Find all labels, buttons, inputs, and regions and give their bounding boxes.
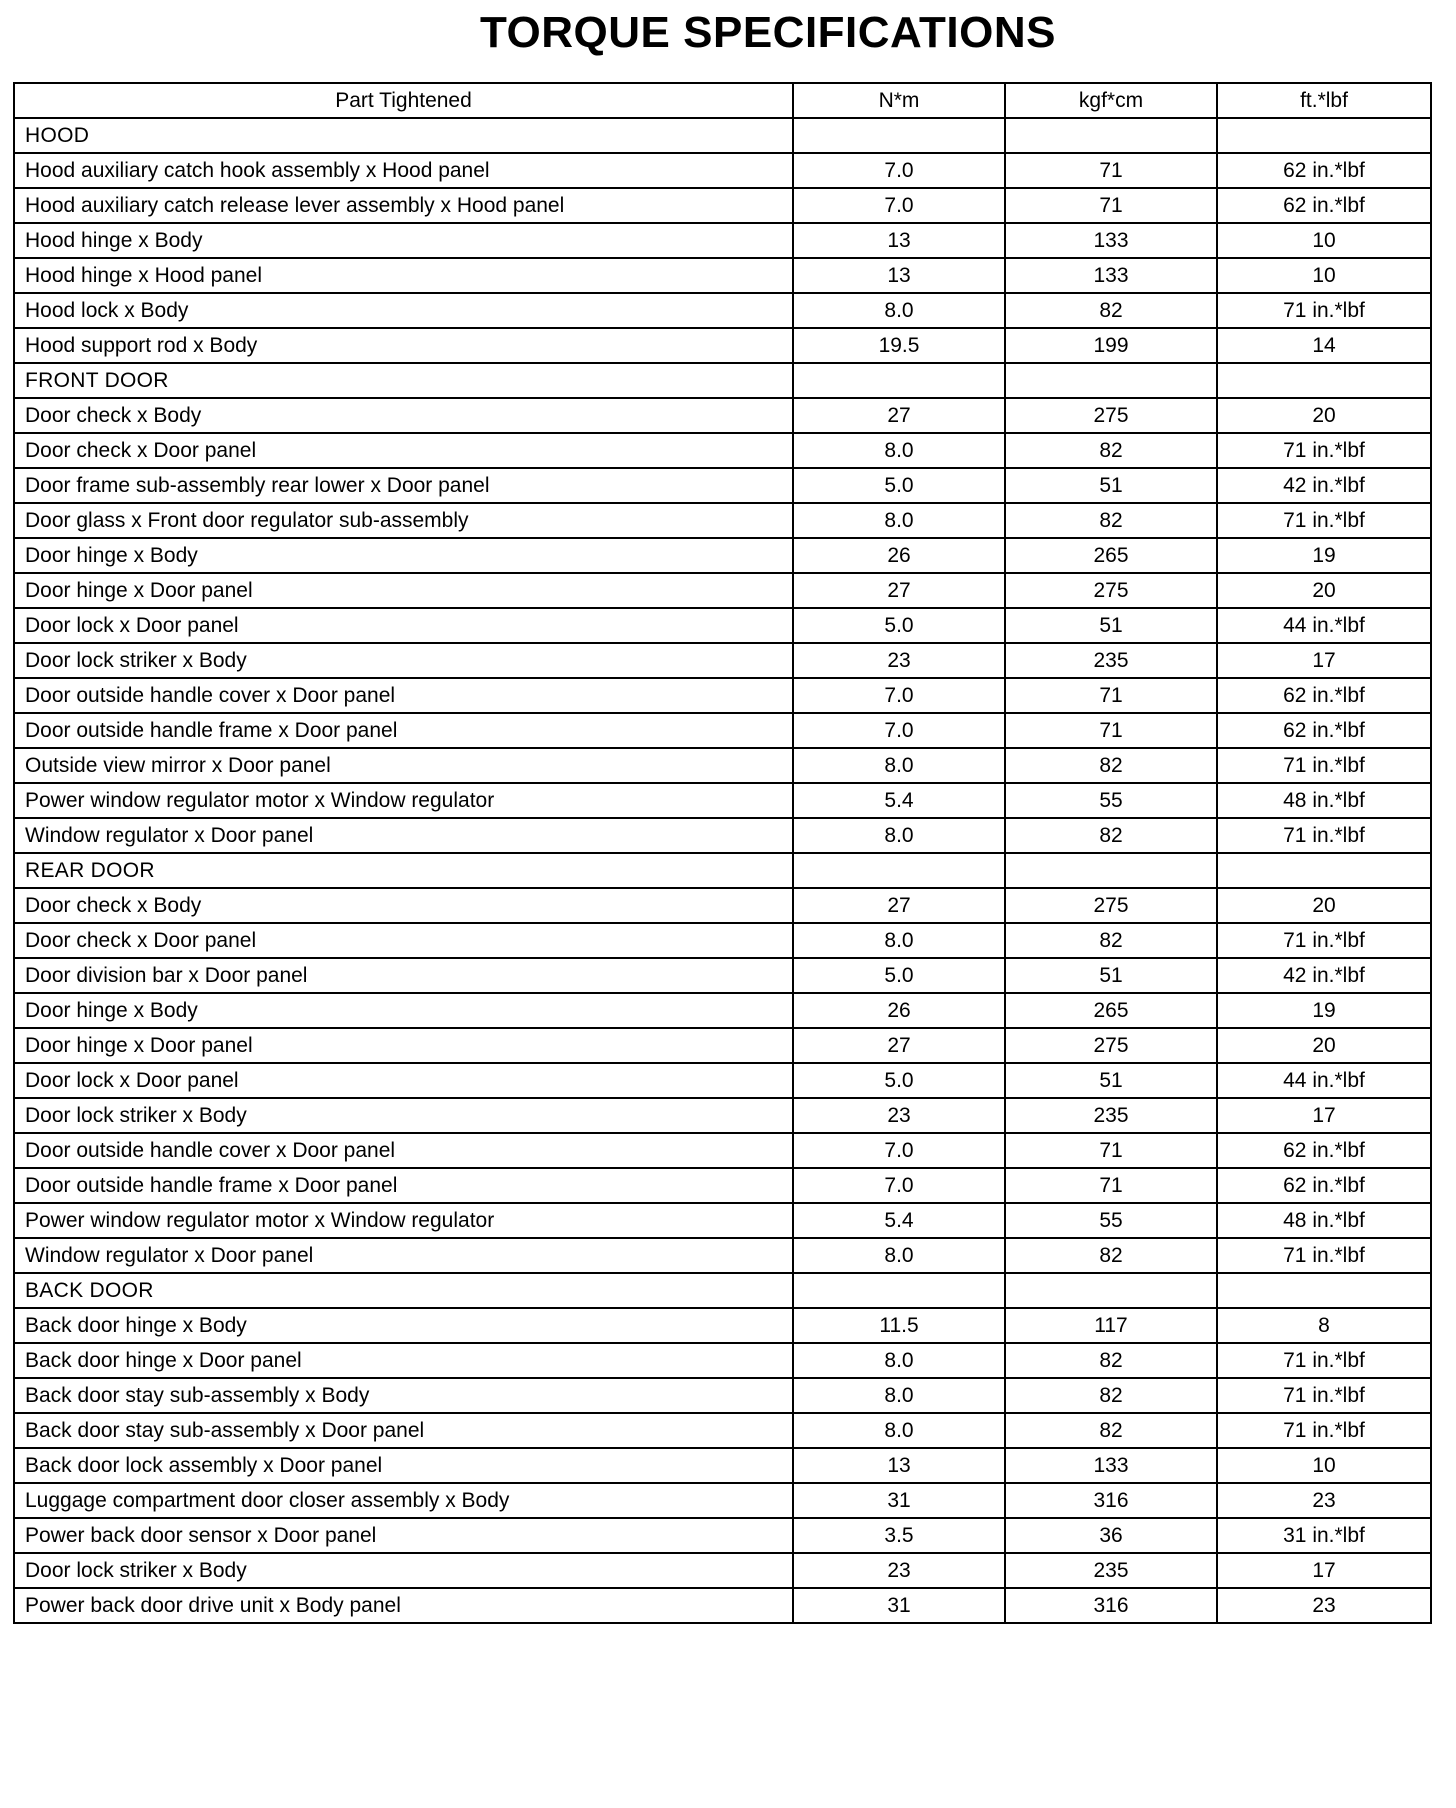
table-row bbox=[14, 1378, 1431, 1413]
table-row bbox=[14, 958, 1431, 993]
part-cell: Door check x Door panel bbox=[14, 433, 793, 468]
table-row bbox=[14, 328, 1431, 363]
kgfcm-cell: 71 bbox=[1005, 153, 1217, 188]
nm-cell: 7.0 bbox=[793, 713, 1005, 748]
nm-cell: 23 bbox=[793, 1553, 1005, 1588]
part-cell: Hood hinge x Body bbox=[14, 223, 793, 258]
ftlbf-cell: 71 in.*lbf bbox=[1217, 1378, 1431, 1413]
table-row bbox=[14, 1553, 1431, 1588]
ftlbf-cell: 71 in.*lbf bbox=[1217, 433, 1431, 468]
part-cell: Door glass x Front door regulator sub-assembly bbox=[14, 503, 793, 538]
nm-cell: 7.0 bbox=[793, 188, 1005, 223]
ftlbf-cell: 62 in.*lbf bbox=[1217, 1133, 1431, 1168]
empty-cell bbox=[1217, 853, 1431, 888]
kgfcm-cell: 51 bbox=[1005, 468, 1217, 503]
ftlbf-cell: 42 in.*lbf bbox=[1217, 468, 1431, 503]
table-body bbox=[14, 118, 1431, 1623]
table-row bbox=[14, 1238, 1431, 1273]
part-cell: Power back door sensor x Door panel bbox=[14, 1518, 793, 1553]
part-cell: Window regulator x Door panel bbox=[14, 1238, 793, 1273]
nm-cell: 26 bbox=[793, 993, 1005, 1028]
nm-cell: 8.0 bbox=[793, 1343, 1005, 1378]
kgfcm-cell: 316 bbox=[1005, 1588, 1217, 1623]
kgfcm-cell: 117 bbox=[1005, 1308, 1217, 1343]
nm-cell: 8.0 bbox=[793, 503, 1005, 538]
table-row bbox=[14, 643, 1431, 678]
ftlbf-cell: 48 in.*lbf bbox=[1217, 783, 1431, 818]
part-cell: Back door stay sub-assembly x Body bbox=[14, 1378, 793, 1413]
ftlbf-cell: 71 in.*lbf bbox=[1217, 1413, 1431, 1448]
empty-cell bbox=[793, 853, 1005, 888]
kgfcm-cell: 275 bbox=[1005, 573, 1217, 608]
part-cell: Door hinge x Body bbox=[14, 538, 793, 573]
empty-cell bbox=[1217, 118, 1431, 153]
nm-cell: 5.4 bbox=[793, 783, 1005, 818]
table-row bbox=[14, 293, 1431, 328]
nm-cell: 8.0 bbox=[793, 433, 1005, 468]
nm-cell: 13 bbox=[793, 258, 1005, 293]
kgfcm-cell: 82 bbox=[1005, 293, 1217, 328]
part-cell: Window regulator x Door panel bbox=[14, 818, 793, 853]
section-row bbox=[14, 1273, 1431, 1308]
ftlbf-cell: 71 in.*lbf bbox=[1217, 923, 1431, 958]
empty-cell bbox=[1005, 1273, 1217, 1308]
nm-cell: 8.0 bbox=[793, 1238, 1005, 1273]
kgfcm-cell: 199 bbox=[1005, 328, 1217, 363]
table-row bbox=[14, 1413, 1431, 1448]
empty-cell bbox=[793, 363, 1005, 398]
part-cell: Power back door drive unit x Body panel bbox=[14, 1588, 793, 1623]
ftlbf-cell: 44 in.*lbf bbox=[1217, 608, 1431, 643]
ftlbf-cell: 20 bbox=[1217, 573, 1431, 608]
table-row bbox=[14, 1343, 1431, 1378]
part-cell: Door outside handle cover x Door panel bbox=[14, 1133, 793, 1168]
part-cell: Power window regulator motor x Window regulator bbox=[14, 1203, 793, 1238]
ftlbf-cell: 8 bbox=[1217, 1308, 1431, 1343]
ftlbf-cell: 62 in.*lbf bbox=[1217, 678, 1431, 713]
table-row bbox=[14, 1588, 1431, 1623]
table-row bbox=[14, 468, 1431, 503]
nm-cell: 7.0 bbox=[793, 1133, 1005, 1168]
part-cell: Power window regulator motor x Window regulator bbox=[14, 783, 793, 818]
kgfcm-cell: 82 bbox=[1005, 1413, 1217, 1448]
ftlbf-cell: 20 bbox=[1217, 1028, 1431, 1063]
nm-cell: 8.0 bbox=[793, 818, 1005, 853]
kgfcm-cell: 265 bbox=[1005, 538, 1217, 573]
table-header-row bbox=[14, 83, 1431, 118]
part-cell: Hood auxiliary catch release lever assembly x Hood panel bbox=[14, 188, 793, 223]
part-cell: Door outside handle frame x Door panel bbox=[14, 1168, 793, 1203]
nm-cell: 26 bbox=[793, 538, 1005, 573]
kgfcm-cell: 82 bbox=[1005, 503, 1217, 538]
part-cell: Back door stay sub-assembly x Door panel bbox=[14, 1413, 793, 1448]
kgfcm-cell: 275 bbox=[1005, 398, 1217, 433]
nm-cell: 23 bbox=[793, 643, 1005, 678]
kgfcm-cell: 82 bbox=[1005, 818, 1217, 853]
table-row bbox=[14, 1028, 1431, 1063]
ftlbf-cell: 17 bbox=[1217, 643, 1431, 678]
part-cell: Door frame sub-assembly rear lower x Door panel bbox=[14, 468, 793, 503]
table-row bbox=[14, 1483, 1431, 1518]
ftlbf-cell: 10 bbox=[1217, 1448, 1431, 1483]
table-row bbox=[14, 713, 1431, 748]
column-header-kgfcm: kgf*cm bbox=[1005, 83, 1217, 118]
nm-cell: 5.0 bbox=[793, 958, 1005, 993]
ftlbf-cell: 71 in.*lbf bbox=[1217, 293, 1431, 328]
part-cell: Back door hinge x Door panel bbox=[14, 1343, 793, 1378]
table-row bbox=[14, 433, 1431, 468]
kgfcm-cell: 55 bbox=[1005, 1203, 1217, 1238]
column-header-nm: N*m bbox=[793, 83, 1005, 118]
ftlbf-cell: 62 in.*lbf bbox=[1217, 1168, 1431, 1203]
section-row bbox=[14, 118, 1431, 153]
ftlbf-cell: 48 in.*lbf bbox=[1217, 1203, 1431, 1238]
part-cell: Back door lock assembly x Door panel bbox=[14, 1448, 793, 1483]
part-cell: Hood auxiliary catch hook assembly x Hood panel bbox=[14, 153, 793, 188]
empty-cell bbox=[1217, 363, 1431, 398]
nm-cell: 5.0 bbox=[793, 468, 1005, 503]
ftlbf-cell: 23 bbox=[1217, 1483, 1431, 1518]
table-row bbox=[14, 1133, 1431, 1168]
kgfcm-cell: 71 bbox=[1005, 713, 1217, 748]
column-header-ftlbf: ft.*lbf bbox=[1217, 83, 1431, 118]
empty-cell bbox=[1005, 853, 1217, 888]
kgfcm-cell: 82 bbox=[1005, 433, 1217, 468]
table-row bbox=[14, 678, 1431, 713]
kgfcm-cell: 235 bbox=[1005, 1553, 1217, 1588]
nm-cell: 8.0 bbox=[793, 1413, 1005, 1448]
nm-cell: 3.5 bbox=[793, 1518, 1005, 1553]
empty-cell bbox=[1005, 363, 1217, 398]
table-row bbox=[14, 188, 1431, 223]
kgfcm-cell: 235 bbox=[1005, 1098, 1217, 1133]
ftlbf-cell: 31 in.*lbf bbox=[1217, 1518, 1431, 1553]
table-row bbox=[14, 398, 1431, 433]
ftlbf-cell: 44 in.*lbf bbox=[1217, 1063, 1431, 1098]
nm-cell: 8.0 bbox=[793, 748, 1005, 783]
nm-cell: 31 bbox=[793, 1588, 1005, 1623]
nm-cell: 19.5 bbox=[793, 328, 1005, 363]
kgfcm-cell: 82 bbox=[1005, 1343, 1217, 1378]
kgfcm-cell: 82 bbox=[1005, 1238, 1217, 1273]
part-cell: Door check x Body bbox=[14, 398, 793, 433]
kgfcm-cell: 51 bbox=[1005, 1063, 1217, 1098]
table-row bbox=[14, 573, 1431, 608]
column-header-part: Part Tightened bbox=[14, 83, 793, 118]
torque-spec-table bbox=[13, 82, 1432, 1624]
ftlbf-cell: 71 in.*lbf bbox=[1217, 1238, 1431, 1273]
empty-cell bbox=[793, 118, 1005, 153]
nm-cell: 8.0 bbox=[793, 293, 1005, 328]
ftlbf-cell: 19 bbox=[1217, 538, 1431, 573]
kgfcm-cell: 71 bbox=[1005, 188, 1217, 223]
nm-cell: 27 bbox=[793, 573, 1005, 608]
section-row bbox=[14, 853, 1431, 888]
ftlbf-cell: 10 bbox=[1217, 223, 1431, 258]
ftlbf-cell: 19 bbox=[1217, 993, 1431, 1028]
table-row bbox=[14, 748, 1431, 783]
table-row bbox=[14, 818, 1431, 853]
nm-cell: 31 bbox=[793, 1483, 1005, 1518]
table-row bbox=[14, 888, 1431, 923]
part-cell: Luggage compartment door closer assembly x Body bbox=[14, 1483, 793, 1518]
nm-cell: 7.0 bbox=[793, 1168, 1005, 1203]
ftlbf-cell: 17 bbox=[1217, 1553, 1431, 1588]
kgfcm-cell: 82 bbox=[1005, 748, 1217, 783]
part-cell: Door outside handle cover x Door panel bbox=[14, 678, 793, 713]
nm-cell: 27 bbox=[793, 398, 1005, 433]
nm-cell: 8.0 bbox=[793, 1378, 1005, 1413]
part-cell: Hood support rod x Body bbox=[14, 328, 793, 363]
ftlbf-cell: 17 bbox=[1217, 1098, 1431, 1133]
ftlbf-cell: 62 in.*lbf bbox=[1217, 188, 1431, 223]
table-row bbox=[14, 1168, 1431, 1203]
ftlbf-cell: 62 in.*lbf bbox=[1217, 713, 1431, 748]
kgfcm-cell: 71 bbox=[1005, 1133, 1217, 1168]
part-cell: Door hinge x Body bbox=[14, 993, 793, 1028]
ftlbf-cell: 20 bbox=[1217, 888, 1431, 923]
part-cell: Hood hinge x Hood panel bbox=[14, 258, 793, 293]
empty-cell bbox=[1217, 1273, 1431, 1308]
kgfcm-cell: 133 bbox=[1005, 258, 1217, 293]
ftlbf-cell: 42 in.*lbf bbox=[1217, 958, 1431, 993]
part-cell: Door lock striker x Body bbox=[14, 1098, 793, 1133]
table-row bbox=[14, 1518, 1431, 1553]
kgfcm-cell: 275 bbox=[1005, 888, 1217, 923]
section-heading: FRONT DOOR bbox=[14, 363, 793, 398]
nm-cell: 13 bbox=[793, 1448, 1005, 1483]
ftlbf-cell: 71 in.*lbf bbox=[1217, 1343, 1431, 1378]
kgfcm-cell: 71 bbox=[1005, 1168, 1217, 1203]
part-cell: Door hinge x Door panel bbox=[14, 573, 793, 608]
nm-cell: 27 bbox=[793, 1028, 1005, 1063]
kgfcm-cell: 275 bbox=[1005, 1028, 1217, 1063]
table-row bbox=[14, 153, 1431, 188]
kgfcm-cell: 82 bbox=[1005, 923, 1217, 958]
kgfcm-cell: 51 bbox=[1005, 608, 1217, 643]
table-row bbox=[14, 503, 1431, 538]
ftlbf-cell: 62 in.*lbf bbox=[1217, 153, 1431, 188]
ftlbf-cell: 20 bbox=[1217, 398, 1431, 433]
section-row bbox=[14, 363, 1431, 398]
ftlbf-cell: 71 in.*lbf bbox=[1217, 503, 1431, 538]
nm-cell: 5.4 bbox=[793, 1203, 1005, 1238]
section-heading: BACK DOOR bbox=[14, 1273, 793, 1308]
part-cell: Outside view mirror x Door panel bbox=[14, 748, 793, 783]
empty-cell bbox=[793, 1273, 1005, 1308]
kgfcm-cell: 55 bbox=[1005, 783, 1217, 818]
part-cell: Door division bar x Door panel bbox=[14, 958, 793, 993]
table-row bbox=[14, 223, 1431, 258]
part-cell: Hood lock x Body bbox=[14, 293, 793, 328]
nm-cell: 27 bbox=[793, 888, 1005, 923]
kgfcm-cell: 36 bbox=[1005, 1518, 1217, 1553]
table-row bbox=[14, 1308, 1431, 1343]
part-cell: Back door hinge x Body bbox=[14, 1308, 793, 1343]
part-cell: Door check x Door panel bbox=[14, 923, 793, 958]
kgfcm-cell: 133 bbox=[1005, 1448, 1217, 1483]
empty-cell bbox=[1005, 118, 1217, 153]
table-row bbox=[14, 993, 1431, 1028]
part-cell: Door hinge x Door panel bbox=[14, 1028, 793, 1063]
ftlbf-cell: 14 bbox=[1217, 328, 1431, 363]
kgfcm-cell: 71 bbox=[1005, 678, 1217, 713]
table-row bbox=[14, 1063, 1431, 1098]
nm-cell: 5.0 bbox=[793, 608, 1005, 643]
part-cell: Door outside handle frame x Door panel bbox=[14, 713, 793, 748]
ftlbf-cell: 71 in.*lbf bbox=[1217, 818, 1431, 853]
nm-cell: 5.0 bbox=[793, 1063, 1005, 1098]
nm-cell: 13 bbox=[793, 223, 1005, 258]
part-cell: Door lock striker x Body bbox=[14, 1553, 793, 1588]
ftlbf-cell: 23 bbox=[1217, 1588, 1431, 1623]
nm-cell: 7.0 bbox=[793, 678, 1005, 713]
table-row bbox=[14, 1203, 1431, 1238]
part-cell: Door check x Body bbox=[14, 888, 793, 923]
nm-cell: 11.5 bbox=[793, 1308, 1005, 1343]
table-row bbox=[14, 1448, 1431, 1483]
nm-cell: 8.0 bbox=[793, 923, 1005, 958]
table-row bbox=[14, 1098, 1431, 1133]
page-title: TORQUE SPECIFICATIONS bbox=[479, 8, 1057, 57]
table-row bbox=[14, 538, 1431, 573]
ftlbf-cell: 71 in.*lbf bbox=[1217, 748, 1431, 783]
kgfcm-cell: 265 bbox=[1005, 993, 1217, 1028]
kgfcm-cell: 51 bbox=[1005, 958, 1217, 993]
part-cell: Door lock x Door panel bbox=[14, 608, 793, 643]
ftlbf-cell: 10 bbox=[1217, 258, 1431, 293]
nm-cell: 23 bbox=[793, 1098, 1005, 1133]
table-row bbox=[14, 258, 1431, 293]
table-row bbox=[14, 923, 1431, 958]
kgfcm-cell: 235 bbox=[1005, 643, 1217, 678]
nm-cell: 7.0 bbox=[793, 153, 1005, 188]
part-cell: Door lock striker x Body bbox=[14, 643, 793, 678]
section-heading: HOOD bbox=[14, 118, 793, 153]
kgfcm-cell: 316 bbox=[1005, 1483, 1217, 1518]
kgfcm-cell: 133 bbox=[1005, 223, 1217, 258]
section-heading: REAR DOOR bbox=[14, 853, 793, 888]
table-row bbox=[14, 783, 1431, 818]
part-cell: Door lock x Door panel bbox=[14, 1063, 793, 1098]
table-row bbox=[14, 608, 1431, 643]
kgfcm-cell: 82 bbox=[1005, 1378, 1217, 1413]
